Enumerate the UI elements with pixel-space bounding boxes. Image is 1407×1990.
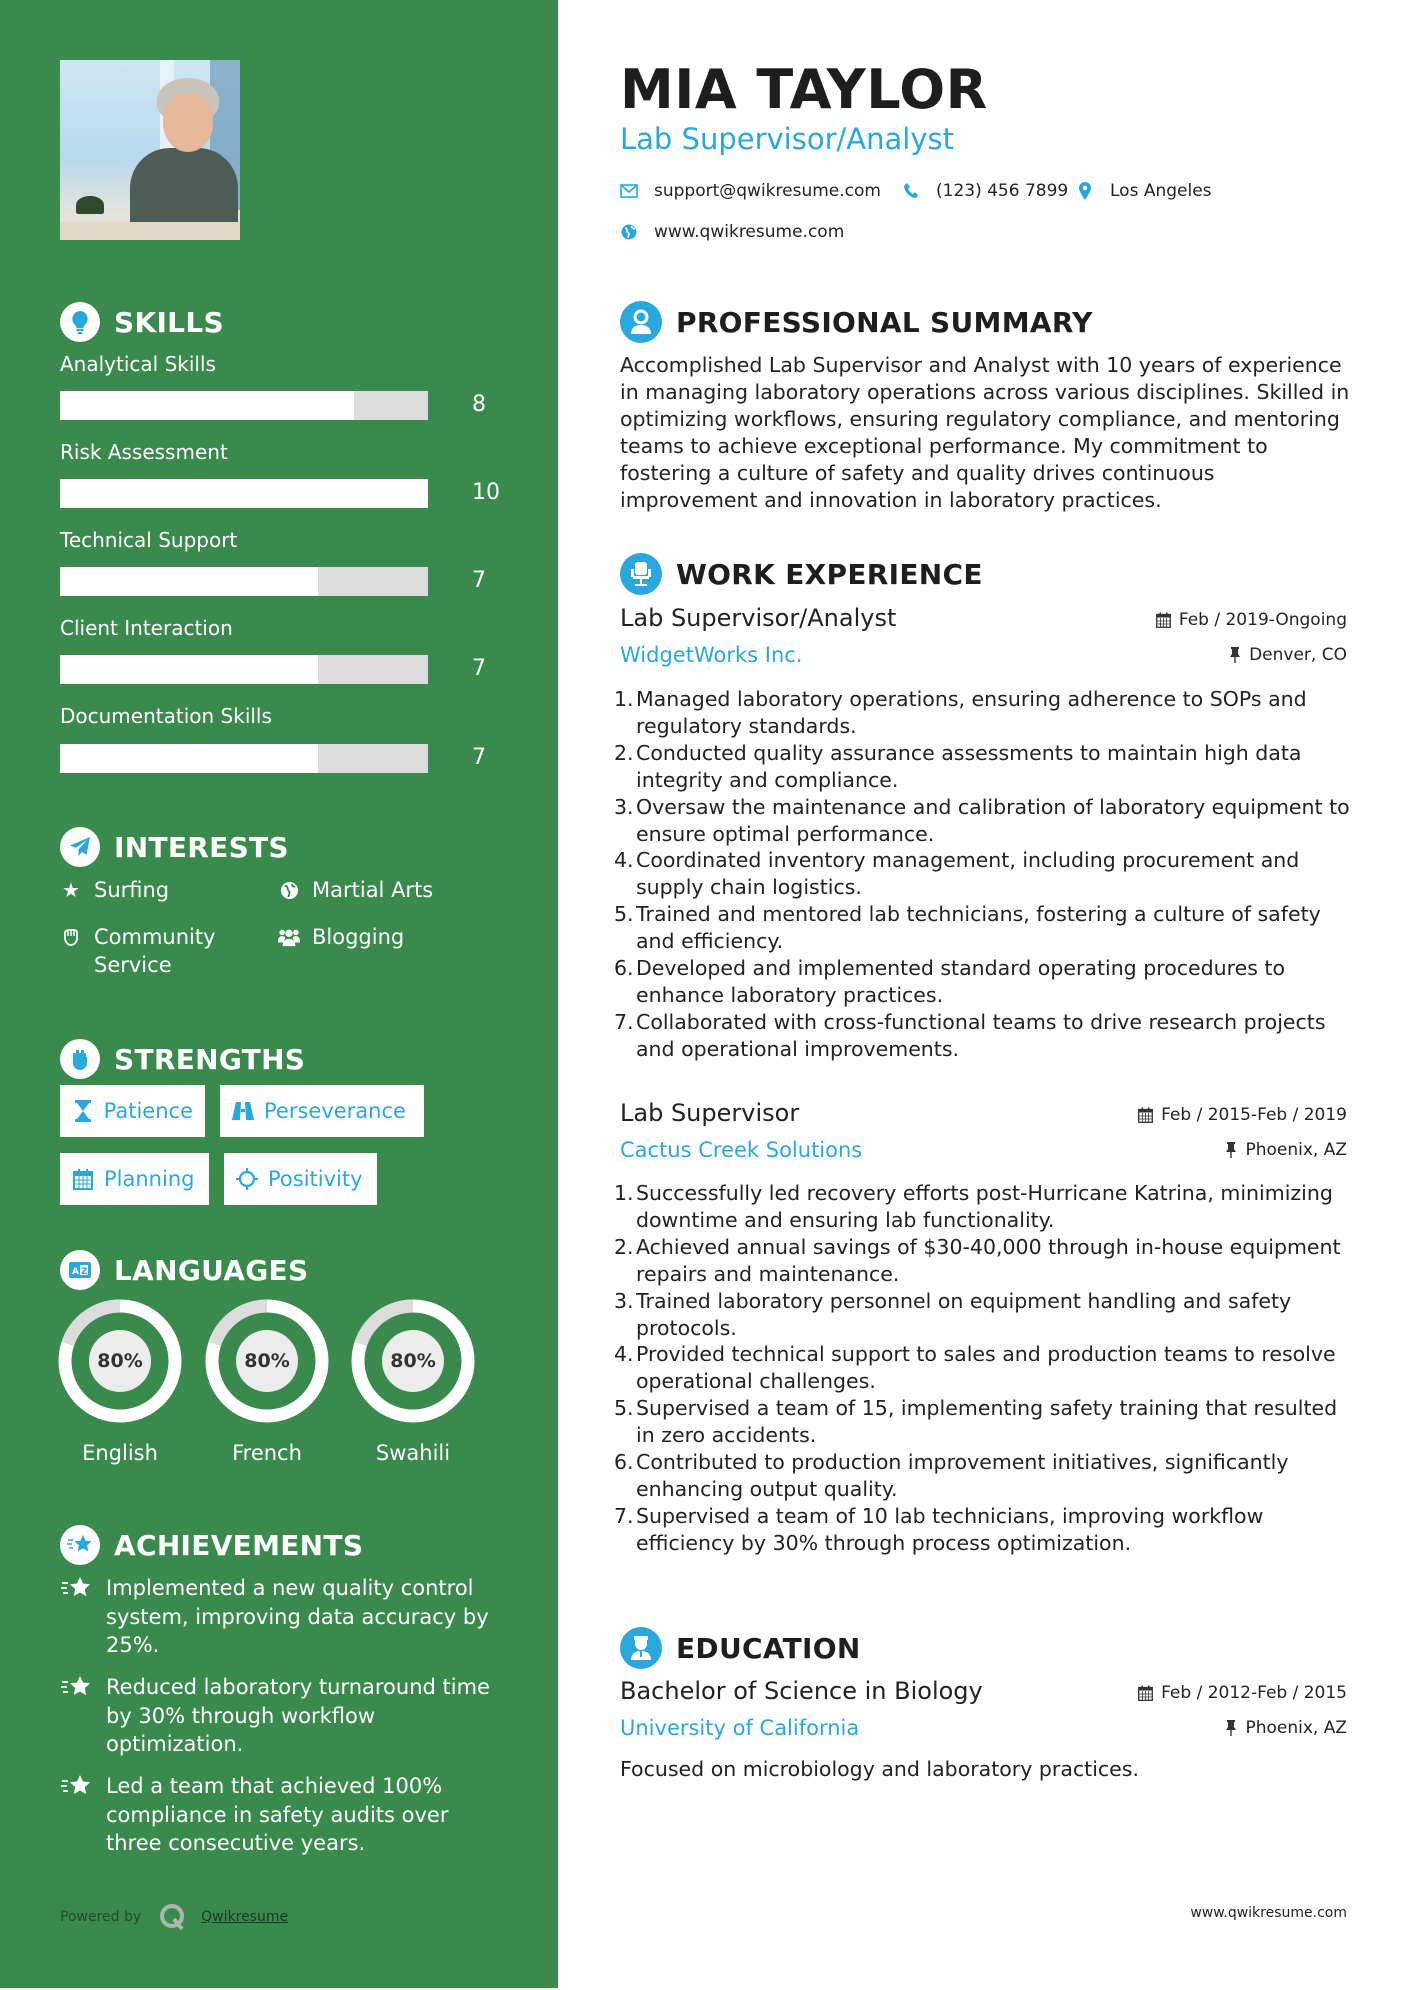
- job-bullet: 5. Trained and mentored lab technicians, fostering a culture of safety and efficiency.: [614, 902, 1321, 954]
- skill-bar-analytical: [60, 391, 428, 420]
- shooting-star-icon: [60, 1574, 96, 1602]
- calendar-icon: [1138, 1685, 1153, 1701]
- skill-label: Risk Assessment: [60, 440, 228, 464]
- skill-bar-client: [60, 655, 428, 684]
- language-percent: 80%: [236, 1330, 298, 1392]
- skill-bar-risk: [60, 479, 428, 508]
- language-gauge-swahili: [351, 1299, 475, 1423]
- strengths-heading: [60, 1039, 305, 1079]
- job-bullet: 4. Provided technical support to sales and production teams to resolve operational challenges.: [614, 1342, 1336, 1394]
- skill-value: 7: [472, 656, 486, 681]
- skill-label: Client Interaction: [60, 616, 233, 640]
- sun-icon: [236, 1168, 258, 1190]
- strengths-title: STRENGTHS: [114, 1042, 306, 1076]
- candidate-name: MIA TAYLOR: [620, 58, 988, 121]
- skill-label: Analytical Skills: [60, 352, 216, 376]
- calendar-icon: [1138, 1107, 1153, 1123]
- achievement-item: Led a team that achieved 100% compliance in safety audits over three consecutive years.: [60, 1772, 510, 1858]
- summary-heading: [620, 301, 1093, 343]
- job-bullet: 2. Achieved annual savings of $30-40,000 through in-house equipment repairs and maintenance.: [614, 1234, 1341, 1286]
- contact-phone: (123) 456 7899: [902, 181, 1068, 201]
- job-dates: Feb / 2015-Feb / 2019: [1138, 1105, 1347, 1125]
- job-company: WidgetWorks Inc.: [620, 643, 803, 667]
- interests-title: INTERESTS: [114, 830, 289, 864]
- skill-value: 8: [472, 392, 486, 417]
- footer-website[interactable]: www.qwikresume.com: [1190, 1905, 1347, 1921]
- hand-icon: [60, 923, 82, 951]
- job-location: Denver, CO: [1229, 645, 1347, 665]
- education-description: Focused on microbiology and laboratory practices.: [620, 1757, 1139, 1781]
- interests-heading: [60, 827, 289, 867]
- job-bullets: [614, 686, 1354, 1063]
- summary-text: Accomplished Lab Supervisor and Analyst with 10 years of experience in managing laboratory operations across various disciplines. Skilled in optimizing workflows, ensuring regulatory compliance, and mentoring teams to achieve exceptional performance. My commitment to fostering a culture of safety and quality drives continuous improvement and innovation in laboratory practices.: [620, 353, 1350, 512]
- interest-item: ★ Surfing: [60, 876, 169, 904]
- shooting-star-icon: [60, 1772, 96, 1800]
- job-role: Lab Supervisor/Analyst: [620, 604, 897, 632]
- job-bullet: 7. Collaborated with cross-functional teams to drive research projects and operational improvements.: [614, 1009, 1326, 1061]
- office-chair-icon: [620, 553, 662, 595]
- job-bullets: [614, 1180, 1354, 1557]
- experience-title: WORK EXPERIENCE: [676, 557, 983, 591]
- main-content: [558, 0, 1407, 1990]
- job-bullet: 3. Trained laboratory personnel on equipment handling and safety protocols.: [614, 1288, 1292, 1340]
- languages-title: LANGUAGES: [114, 1253, 309, 1287]
- shooting-star-icon: [60, 1525, 100, 1565]
- language-percent: 80%: [89, 1330, 151, 1392]
- job-bullet: 7. Supervised a team of 10 lab technicians, improving workflow efficiency by 30% through process optimization.: [614, 1503, 1264, 1555]
- skill-bar-technical: [60, 567, 428, 596]
- lightbulb-icon: [60, 302, 100, 342]
- achievements-heading: [60, 1525, 363, 1565]
- qwikresume-link[interactable]: Qwikresume: [201, 1909, 289, 1925]
- language-name: Swahili: [375, 1441, 451, 1465]
- interest-item: Martial Arts: [278, 876, 433, 904]
- fist-icon: [60, 1039, 100, 1079]
- calendar-icon: [1156, 612, 1171, 628]
- strength-badge-positivity: Positivity: [224, 1153, 377, 1205]
- pushpin-icon: [1229, 647, 1241, 663]
- calendar-icon: [72, 1168, 94, 1190]
- hourglass-icon: [72, 1100, 94, 1122]
- job-bullet: 1. Managed laboratory operations, ensuring adherence to SOPs and regulatory standards.: [614, 687, 1307, 738]
- svg-text:Z: Z: [81, 1267, 88, 1277]
- job-bullet: 6. Contributed to production improvement initiatives, significantly enhancing output quality.: [614, 1450, 1289, 1501]
- pushpin-icon: [1225, 1142, 1237, 1158]
- job-bullet: 2. Conducted quality assurance assessments to maintain high data integrity and compliance.: [614, 740, 1302, 792]
- users-icon: [278, 923, 300, 951]
- strength-badge-patience: Patience: [60, 1085, 205, 1137]
- skill-value: 7: [472, 568, 486, 593]
- language-percent: 80%: [382, 1330, 444, 1392]
- user-icon: [620, 301, 662, 343]
- skills-title: SKILLS: [114, 305, 224, 339]
- globe-icon: [278, 876, 300, 904]
- paper-plane-icon: [60, 827, 100, 867]
- skill-value: 10: [472, 480, 500, 505]
- interest-item: Blogging: [278, 923, 404, 951]
- job-bullet: 3. Oversaw the maintenance and calibration of laboratory equipment to ensure optimal performance.: [614, 794, 1350, 846]
- phone-icon: [902, 183, 920, 199]
- job-location: Phoenix, AZ: [1225, 1140, 1347, 1160]
- translate-icon: [60, 1250, 100, 1290]
- education-title: EDUCATION: [676, 1631, 861, 1665]
- powered-by: Powered by Qwikresume: [60, 1903, 288, 1931]
- strength-badge-planning: Planning: [60, 1153, 209, 1205]
- contact-email[interactable]: support@qwikresume.com: [620, 181, 881, 201]
- languages-heading: [60, 1250, 308, 1290]
- pushpin-icon: [1225, 1720, 1237, 1736]
- star-icon: ★: [62, 878, 80, 902]
- graduate-icon: [620, 1627, 662, 1669]
- contact-website[interactable]: www.qwikresume.com: [620, 222, 844, 242]
- experience-heading: [620, 553, 983, 595]
- job-role: Lab Supervisor: [620, 1099, 800, 1127]
- education-degree: Bachelor of Science in Biology: [620, 1677, 983, 1705]
- language-name: French: [232, 1441, 302, 1465]
- svg-text:A: A: [72, 1267, 79, 1277]
- skill-bar-documentation: [60, 744, 428, 773]
- skill-label: Documentation Skills: [60, 704, 272, 728]
- education-heading: [620, 1627, 861, 1669]
- education-school: University of California: [620, 1716, 860, 1740]
- interest-item: Community Service: [60, 923, 216, 979]
- skill-value: 7: [472, 745, 486, 770]
- language-name: English: [82, 1441, 158, 1465]
- map-pin-icon: [1076, 182, 1094, 200]
- achievement-item: Implemented a new quality control system, improving data accuracy by 25%.: [60, 1574, 510, 1660]
- envelope-icon: [620, 184, 638, 198]
- job-bullet: 6. Developed and implemented standard operating procedures to enhance laboratory practices.: [614, 956, 1286, 1007]
- achievement-item: Reduced laboratory turnaround time by 30% through workflow optimization.: [60, 1673, 510, 1759]
- skill-label: Technical Support: [60, 528, 238, 552]
- language-gauge-french: [205, 1299, 329, 1423]
- contact-location: Los Angeles: [1076, 181, 1212, 201]
- skills-heading: [60, 302, 224, 342]
- summary-title: PROFESSIONAL SUMMARY: [676, 305, 1093, 339]
- job-company: Cactus Creek Solutions: [620, 1138, 863, 1162]
- globe-icon: [620, 224, 638, 240]
- strength-badge-perseverance: Perseverance: [220, 1085, 424, 1137]
- achievements-title: ACHIEVEMENTS: [114, 1528, 364, 1562]
- job-bullet: 4. Coordinated inventory management, including procurement and supply chain logistics.: [614, 848, 1300, 900]
- sidebar: [0, 0, 558, 1988]
- job-bullet: 1. Successfully led recovery efforts post-Hurricane Katrina, minimizing downtime and ensuring lab functionality.: [614, 1181, 1333, 1232]
- education-location: Phoenix, AZ: [1225, 1718, 1347, 1738]
- education-dates: Feb / 2012-Feb / 2015: [1138, 1683, 1347, 1703]
- qwikresume-logo-icon: [159, 1903, 187, 1931]
- job-dates: Feb / 2019-Ongoing: [1156, 610, 1347, 630]
- shooting-star-icon: [60, 1673, 96, 1701]
- language-gauge-english: [58, 1299, 182, 1423]
- candidate-title: Lab Supervisor/Analyst: [620, 122, 954, 156]
- profile-photo: [60, 60, 240, 240]
- road-icon: [232, 1102, 254, 1120]
- job-bullet: 5. Supervised a team of 15, implementing safety training that resulted in zero accidents.: [614, 1396, 1338, 1448]
